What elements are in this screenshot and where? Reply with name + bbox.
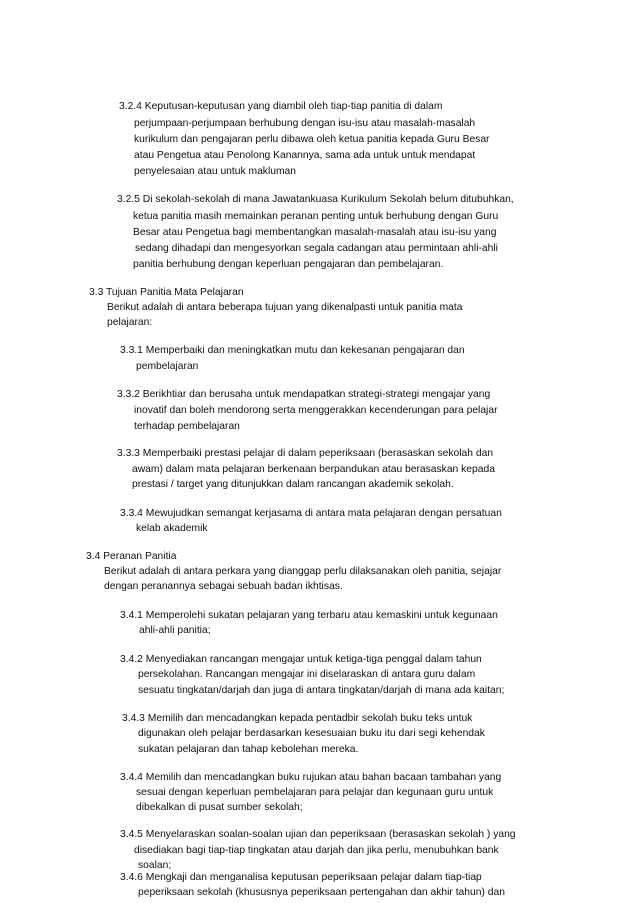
section-3-2-5-line-1: 3.2.5 Di sekolah-sekolah di mana Jawatankuasa Kurikulum Sekolah belum ditubuhkan, xyxy=(117,194,514,205)
section-3-2-4-line-5: penyelesaian atau untuk makluman xyxy=(134,166,296,177)
section-3-4-6-line-2: peperiksaan sekolah (khususnya peperiksaan pertengahan dan akhir tahun) dan xyxy=(138,887,505,898)
section-3-3-1-line-2: pembelajaran xyxy=(136,361,199,372)
section-3-2-4-line-2: perjumpaan-perjumpaan berhubung dengan isu-isu atau masalah-masalah xyxy=(134,118,476,129)
section-3-2-5-line-4: sedang dihadapi dan mengesyorkan segala cadangan atau permintaan ahli-ahli xyxy=(135,243,498,254)
section-3-3-4-line-2: kelab akademik xyxy=(136,523,208,534)
section-3-4-5-line-1: 3.4.5 Menyelaraskan soalan-soalan ujian dan peperiksaan (berasaskan sekolah ) yang xyxy=(120,829,516,840)
section-3-4-intro-line-1: Berikut adalah di antara perkara yang dianggap perlu dilaksanakan oleh panitia, sejajar xyxy=(104,566,502,577)
section-3-3-3-line-3: prestasi / target yang ditunjukkan dalam rancangan akademik sekolah. xyxy=(132,479,454,490)
section-3-4-intro-line-2: dengan peranannya sebagai sebuah badan ikhtisas. xyxy=(104,581,343,592)
section-3-2-4-line-4: atau Pengetua atau Penolong Kanannya, sama ada untuk untuk mendapat xyxy=(134,150,476,161)
section-3-4-3-line-2: digunakan oleh pelajar berdasarkan kesesuaian buku itu dari segi kehendak xyxy=(138,728,485,739)
section-3-3-intro-line-2: pelajaran: xyxy=(107,317,153,328)
section-3-2-5-line-2: ketua panitia masih memainkan peranan penting untuk berhubung dengan Guru xyxy=(133,211,499,222)
section-3-4-3-line-3: sukatan pelajaran dan tahap kebolehan mereka. xyxy=(138,744,359,755)
section-3-4-heading: 3.4 Peranan Panitia xyxy=(86,551,177,562)
section-3-2-5-line-3: Besar atau Pengetua bagi membentangkan masalah-masalah atau isu-isu yang xyxy=(133,227,497,238)
section-3-4-3-line-1: 3.4.3 Memilih dan mencadangkan kepada pentadbir sekolah buku teks untuk xyxy=(122,713,473,724)
section-3-3-2-line-1: 3.3.2 Berikhtiar dan berusaha untuk mendapatkan strategi-strategi mengajar yang xyxy=(117,389,491,400)
section-3-3-2-line-3: terhadap pembelajaran xyxy=(134,421,240,432)
section-3-3-intro-line-1: Berikut adalah di antara beberapa tujuan yang dikenalpasti untuk panitia mata xyxy=(107,302,463,313)
section-3-3-heading: 3.3 Tujuan Panitia Mata Pelajaran xyxy=(89,287,244,298)
section-3-4-4-line-3: dibekalkan di pusat sumber sekolah; xyxy=(136,802,303,813)
section-3-4-2-line-3: sesuatu tingkatan/darjah dan juga di antara tingkatan/darjah di mana ada kaitan; xyxy=(138,685,505,696)
section-3-4-1-line-2: ahli-ahli panitia; xyxy=(139,625,211,636)
section-3-4-6-line-1: 3.4.6 Mengkaji dan menganalisa keputusan peperiksaan pelajar dalam tiap-tiap xyxy=(120,872,482,883)
section-3-4-5-line-2: disediakan bagi tiap-tiap tingkatan atau darjah dan jika perlu, menubuhkan bank xyxy=(134,845,499,856)
section-3-3-3-line-2: awam) dalam mata pelajaran berkenaan berpandukan atau berasaskan kepada xyxy=(132,464,495,475)
section-3-3-4-line-1: 3.3.4 Mewujudkan semangat kerjasama di antara mata pelajaran dengan persatuan xyxy=(120,508,502,519)
section-3-4-1-line-1: 3.4.1 Memperolehi sukatan pelajaran yang terbaru atau kemaskini untuk kegunaan xyxy=(120,610,498,621)
section-3-2-5-line-5: panitia berhubung dengan keperluan pengajaran dan pembelajaran. xyxy=(133,259,444,270)
section-3-2-4-line-3: kurikulum dan pengajaran perlu dibawa oleh ketua panitia kepada Guru Besar xyxy=(134,134,490,145)
section-3-4-5-line-3: soalan; xyxy=(138,860,172,871)
section-3-3-3-line-1: 3.3.3 Memperbaiki prestasi pelajar di dalam peperiksaan (berasaskan sekolah dan xyxy=(117,448,494,459)
section-3-3-2-line-2: inovatif dan boleh mendorong serta menggerakkan kecenderungan para pelajar xyxy=(134,405,498,416)
section-3-4-4-line-2: sesuai dengan keperluan pembelajaran para pelajar dan kegunaan guru untuk xyxy=(136,787,494,798)
section-3-4-2-line-2: persekolahan. Rancangan mengajar ini diselaraskan di antara guru dalam xyxy=(138,669,476,680)
section-3-4-2-line-1: 3.4.2 Menyediakan rancangan mengajar untuk ketiga-tiga penggal dalam tahun xyxy=(120,654,482,665)
section-3-3-1-line-1: 3.3.1 Memperbaiki dan meningkatkan mutu dan kekesanan pengajaran dan xyxy=(120,345,465,356)
section-3-4-4-line-1: 3.4.4 Memilih dan mencadangkan buku rujukan atau bahan bacaan tambahan yang xyxy=(120,772,502,783)
section-3-2-4-line-1: 3.2.4 Keputusan-keputusan yang diambil oleh tiap-tiap panitia di dalam xyxy=(119,101,443,112)
